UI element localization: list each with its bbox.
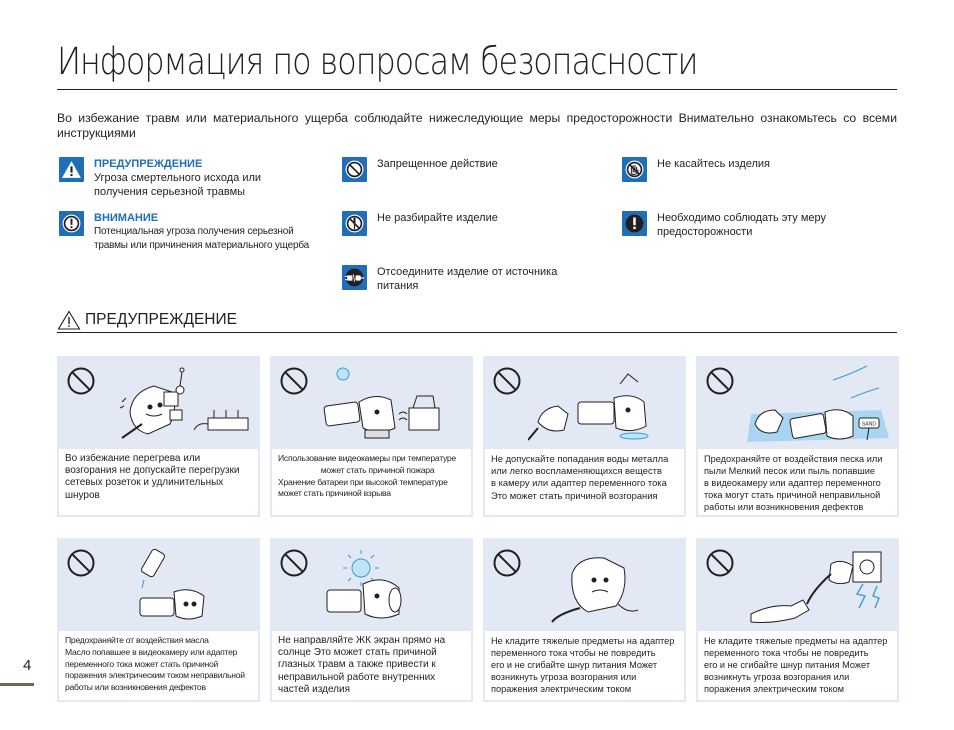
card-illustration [270,538,473,631]
card-text-line: работы или возникновения дефектов [65,682,206,693]
card-illustration [483,538,686,631]
card-text-line: Это может стать причиной возгорания [491,489,658,501]
legend-caution-text [94,225,309,253]
card-text-line: Не допускайте попадания воды металла [491,453,669,464]
section-heading-text: ПРЕДУПРЕЖДЕНИЕ [85,311,237,328]
card-illustration [57,356,260,449]
legend-warning-heading: ПРЕДУПРЕЖДЕНИЕ [94,158,203,170]
overloaded-outlet-illustration [102,362,252,444]
card-text-line: Не направляйте ЖК экран прямо на [278,635,446,646]
card-text-line: шнуров [65,489,100,501]
prohibited-icon [66,366,96,396]
card-text [485,449,684,515]
card-text-line: переменного тока чтобы не повредить [491,648,656,658]
card-text-line: глазных травм а также привести к [278,659,436,671]
card-text-line: поражения электрическим током неправильной [65,670,245,681]
legend-caution-line: Потенциальная угроза получения серьезной [94,226,294,237]
legend-warning-text [94,171,261,199]
no-touch-icon [622,157,647,182]
legend-no-touch-label: Не касайтесь изделия [657,158,771,170]
section-heading [57,310,237,330]
adapter-plug-pull-illustration [741,544,891,626]
card-text-line: тока могут стать причиной неправильной [704,490,881,500]
legend-unplug [342,265,557,293]
card-text-line: частей изделия [278,683,351,695]
card-text-line: возникнуть угроза возгорания или [491,672,637,682]
camera-sun-illustration [315,544,465,626]
card-text [59,449,258,515]
card-text [698,449,897,515]
prohibited-icon [279,366,309,396]
legend-unplug-label [377,265,557,293]
legend-no-touch [622,157,770,182]
legend-warning [59,157,261,199]
card-text [272,631,471,700]
warning-card-camera-heat [270,356,473,517]
unplug-icon [342,265,367,290]
card-text-line: или легко воспламеняющихся веществ [491,465,662,477]
card-text-line: неправильной работе внутренних [278,671,436,683]
page-number-bar [0,683,34,686]
warning-card-camera-sand [696,356,899,517]
prohibited-icon [492,548,522,578]
camera-oil-illustration [102,544,252,626]
legend-unplug-line: Отсоедините изделие от источника [377,266,558,278]
warning-card-overloaded-outlet [57,356,260,517]
card-text [485,631,684,700]
card-illustration [270,356,473,449]
card-text [59,631,258,700]
svg-text:SAND: SAND [862,421,876,428]
card-illustration [696,538,899,631]
section-divider [57,332,897,333]
legend-no-disassemble [342,211,498,236]
card-text-line: пыли Мелкий песок или пыль попавшие [704,466,875,476]
legend-mandatory-line: Необходимо соблюдать эту меру [657,212,827,224]
page-title: Информация по вопросам безопасности [57,40,698,83]
adapter-heavy-illustration [528,544,678,626]
card-text-line: его и не сгибайте шнур питания Может [491,660,658,670]
card-text-line: Предохраняйте от воздействия песка или [704,454,883,464]
warning-triangle-icon [59,157,84,182]
legend-warning-line: Угроза смертельного исхода или [94,172,262,184]
card-illustration [483,356,686,449]
warning-card-adapter-plug-pull [696,538,899,702]
card-text-line: работы или возникновения дефектов [704,502,864,512]
card-text [272,449,471,515]
camera-sand-illustration [741,362,891,444]
legend-prohibited [342,157,498,182]
card-text-line: поражения электрическим током [704,684,845,694]
legend-caution [59,211,309,253]
prohibited-icon [279,548,309,578]
card-text-line: в камеру или адаптер переменного тока [491,477,667,489]
card-text-line: переменного тока может стать причиной [65,658,219,669]
prohibited-icon [705,366,735,396]
card-text-line: Хранение батареи при высокой температуре [278,476,448,487]
card-text-line: Масло попавшее в видеокамеру или адаптер [65,646,238,657]
prohibited-icon [492,366,522,396]
page-number: 4 [23,657,32,674]
warning-card-camera-sun [270,538,473,702]
card-illustration [57,538,260,631]
card-text-line: может стать причиной пожара [278,464,435,475]
legend-caution-line: травмы или причинения материального ущерба [94,240,310,251]
legend-mandatory-label [657,211,826,239]
prohibited-icon [66,548,96,578]
legend-caution-heading: ВНИМАНИЕ [94,212,159,224]
prohibited-icon [342,157,367,182]
intro-text: Во избежание травм или материального ущерба соблюдайте нижеследующие меры предосторожности Внимательно ознакомьтесь со всеми инструкциями [57,111,897,140]
legend-mandatory [622,211,826,239]
card-text-line: Во избежание перегрева или [65,453,201,464]
title-divider [57,89,897,90]
card-text-line: возникнуть угроза возгорания или [704,672,850,682]
warning-card-camera-oil [57,538,260,702]
warning-triangle-icon [57,310,81,330]
warning-card-camera-water [483,356,686,517]
camera-water-illustration [528,362,678,444]
card-text-line: возгорания не допускайте перегрузки [65,465,240,477]
card-text-line: Использование видеокамеры при температуре [278,453,456,463]
card-text-line: Не кладите тяжелые предметы на адаптер [491,636,675,646]
card-text-line: может стать причиной взрыва [278,488,391,499]
card-text-line: его и не сгибайте шнур питания Может [704,660,871,670]
legend-unplug-line: питания [377,280,419,292]
card-text-line: Не кладите тяжелые предметы на адаптер [704,636,888,646]
prohibited-icon [705,548,735,578]
camera-heat-illustration [315,362,465,444]
card-text-line: поражения электрическим током [491,684,632,694]
card-text-line: переменного тока чтобы не повредить [704,648,869,658]
no-disassemble-icon [342,211,367,236]
card-text-line: сетевых розеток и удлинительных [65,477,224,489]
legend-warning-line: получения серьезной травмы [94,186,246,198]
card-text-line: в видеокамеру или адаптер переменного [704,478,881,488]
legend-mandatory-line: предосторожности [657,226,753,238]
legend-no-disassemble-label: Не разбирайте изделие [377,212,498,224]
mandatory-icon [622,211,647,236]
legend-prohibited-label: Запрещенное действие [377,158,498,170]
caution-exclamation-icon [59,211,84,236]
card-text [698,631,897,700]
card-text-line: Предохраняйте от воздействия масла [65,635,209,645]
warning-card-adapter-heavy [483,538,686,702]
card-text-line: солнце Это может стать причиной [278,647,437,659]
card-illustration [696,356,899,449]
